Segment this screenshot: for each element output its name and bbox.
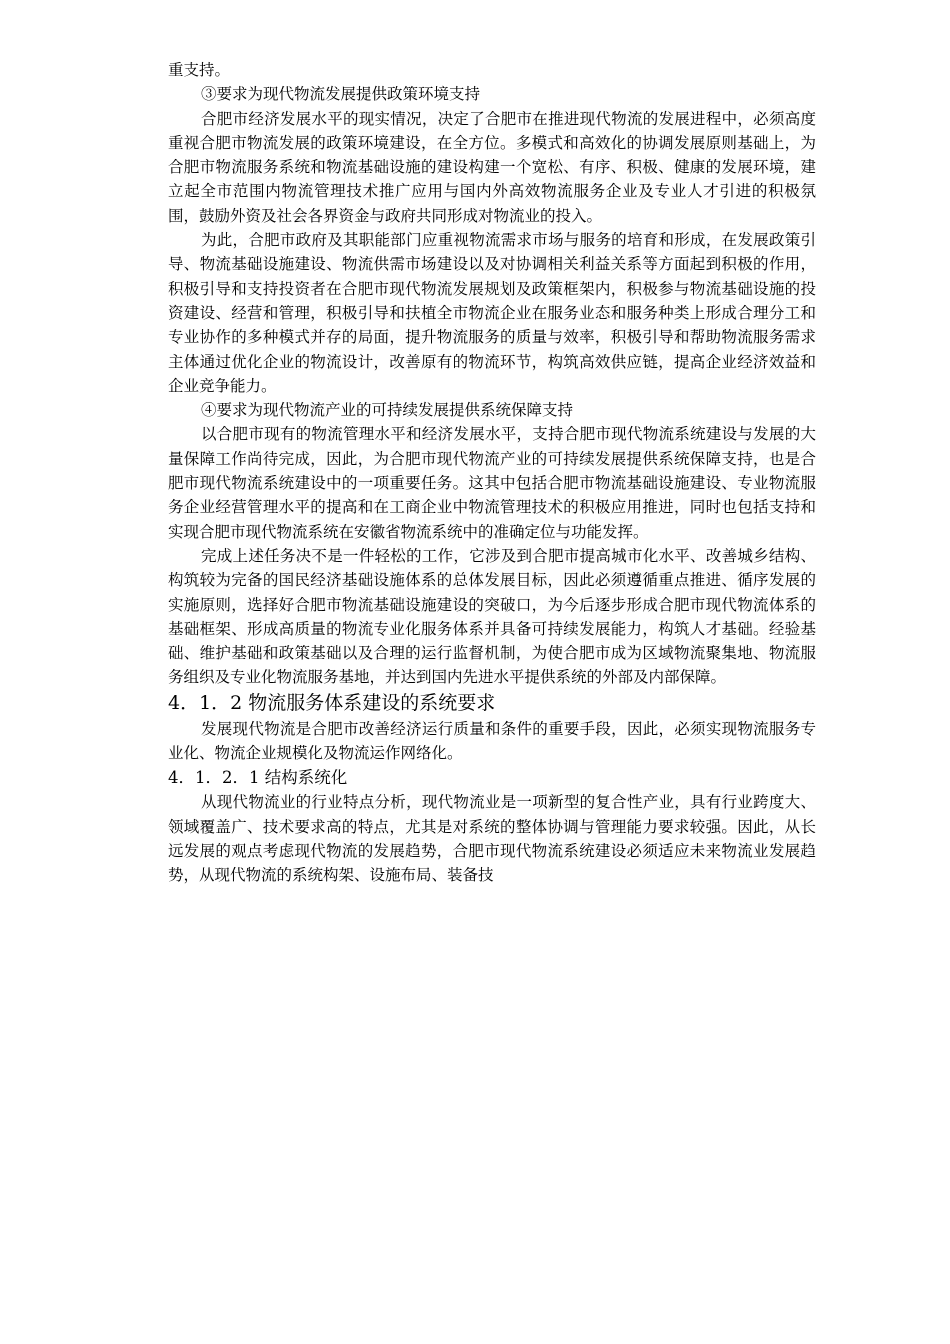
body-paragraph: 从现代物流业的行业特点分析，现代物流业是一项新型的复合性产业，具有行业跨度大、领域覆盖广、技术要求高的特点，尤其是对系统的整体协调与管理能力要求较强。因此，从长远发展的观点考虑现代物流的发展趋势，合肥市现代物流系统建设必须适应未来物流业发展趋势，从现代物流的系统构架、设施布局、装备技: [168, 793, 816, 885]
document-page: [168, 58, 816, 888]
subsection-item-4: ④要求为现代物流产业的可持续发展提供系统保障支持: [201, 401, 574, 420]
section-heading-4-1-2-1: 4．1．2．1 结构系统化: [168, 768, 348, 788]
subsection-item-3: ③要求为现代物流发展提供政策环境支持: [201, 85, 481, 104]
section-heading-4-1-2: 4．1．2 物流服务体系建设的系统要求: [168, 691, 496, 714]
body-paragraph: 合肥市经济发展水平的现实情况，决定了合肥市在推进现代物流的发展进程中，必须高度重视合肥市物流发展的政策环境建设，在全方位。多模式和高效化的协调发展原则基础上，为合肥市物流服务系统和物流基础设施的建设构建一个宽松、有序、积极、健康的发展环境，建立起全市范围内物流管理技术推广应用与国内外高效物流服务企业及专业人才引进的积极氛围，鼓励外资及社会各界资金与政府共同形成对物流业的投入。: [168, 109, 816, 225]
body-paragraph: 发展现代物流是合肥市改善经济运行质量和条件的重要手段，因此，必须实现物流服务专业化、物流企业规模化及物流运作网络化。: [168, 719, 816, 763]
body-paragraph: 以合肥市现有的物流管理水平和经济发展水平，支持合肥市现代物流系统建设与发展的大量保障工作尚待完成，因此，为合肥市现代物流产业的可持续发展提供系统保障支持，也是合肥市现代物流系统建设中的一项重要任务。这其中包括合肥市物流基础设施建设、专业物流服务企业经营管理水平的提高和在工商企业中物流管理技术的积极应用推进，同时也包括支持和实现合肥市现代物流系统在安徽省物流系统中的准确定位与功能发挥。: [168, 425, 816, 541]
body-paragraph: 完成上述任务决不是一件轻松的工作，它涉及到合肥市提高城市化水平、改善城乡结构、构筑较为完备的国民经济基础设施体系的总体发展目标，因此必须遵循重点推进、循序发展的实施原则，选择好合肥市物流基础设施建设的突破口，为今后逐步形成合肥市现代物流体系的基础框架、形成高质量的物流专业化服务体系并具备可持续发展能力，构筑人才基础。经验基础、维护基础和政策基础以及合理的运行监督机制，为使合肥市成为区域物流聚集地、物流服务组织及专业化物流服务基地，并达到国内先进水平提供系统的外部及内部保障。: [168, 546, 816, 687]
body-paragraph: 为此，合肥市政府及其职能部门应重视物流需求市场与服务的培育和形成，在发展政策引导、物流基础设施建设、物流供需市场建设以及对协调相关利益关系等方面起到积极的作用，积极引导和支持投资者在合肥市现代物流发展规划及政策框架内，积极参与物流基础设施的投资建设、经营和管理，积极引导和扶植全市物流企业在服务业态和服务种类上形成合理分工和专业协作的多种模式并存的局面，提升物流服务的质量与效率，积极引导和帮助物流服务需求主体通过优化企业的物流设计，改善原有的物流环节，构筑高效供应链，提高企业经济效益和企业竞争能力。: [168, 231, 816, 395]
paragraph-continuation: 重支持。: [168, 61, 231, 79]
